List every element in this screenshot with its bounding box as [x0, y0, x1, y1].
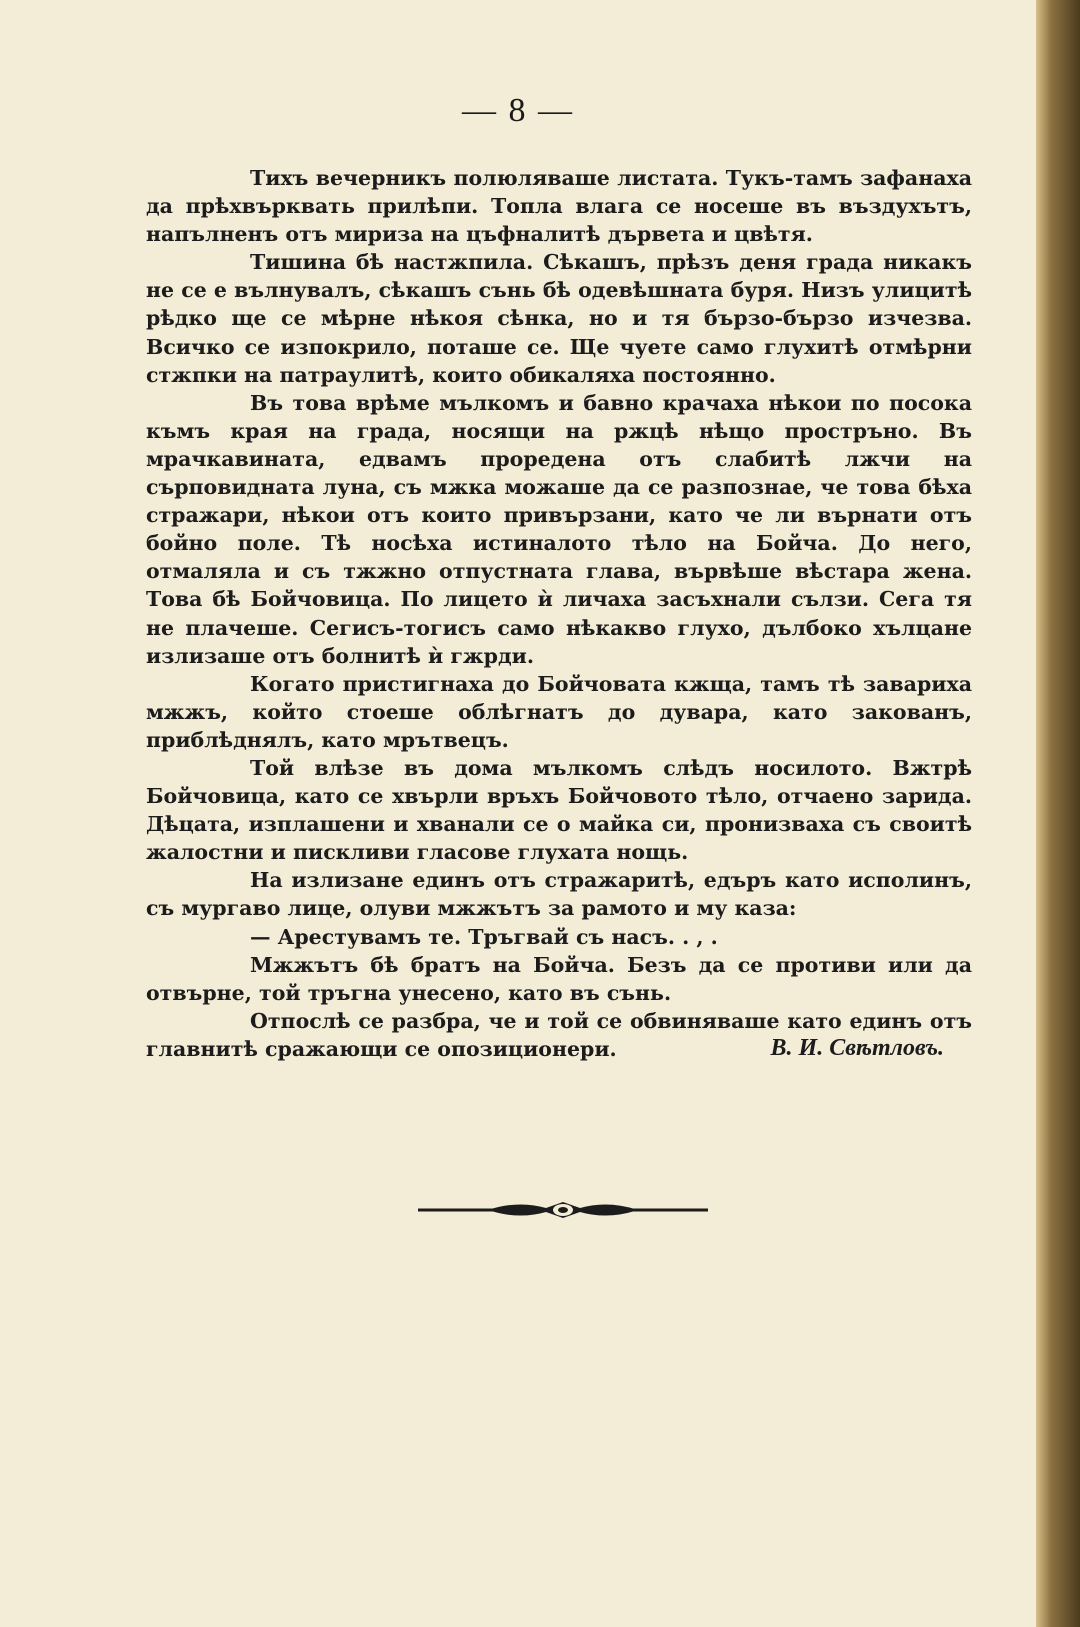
end-ornament-icon — [418, 1196, 708, 1224]
paragraph-5: Той влѣзе въ дома мълкомъ слѣдъ носилото. Вжтрѣ Бойчовица, като се хвърли връхъ Бойчовото тѣло, отчаено зарида. Дѣцата, изплашени и хванали се о майка си, пронизваха съ своитѣ жалостни и пискливи гласове глухата нощь. — [146, 755, 972, 865]
book-spine — [1036, 0, 1080, 1627]
article-body — [146, 164, 972, 1063]
paragraph-3: Въ това врѣме мълкомъ и бавно крачаха нѣкои по посока къмъ края на града, носящи на ржцѣ нѣщо простръно. Въ мрачкавината, едвамъ проредена отъ слабитѣ лжчи на сърповидната луна, съ мжка можаше да се разпознае, че това бѣха стражари, нѣкои отъ които привързани, като че ли върнати отъ бойно поле. Тѣ носѣха истиналото тѣло на Бойча. До него, отмаляла и съ тжжно отпустната глава, вървѣше вѣстара жена. Това бѣ Бойчовица. По лицето ѝ личаха засъхнали сълзи. Сега тя не плачеше. Сегисъ-тогисъ само нѣкакво глухо, дълбоко хълцане излизаше отъ болнитѣ ѝ гжрди. — [146, 390, 972, 668]
paragraph-6: На излизане единъ отъ стражаритѣ, едъръ като исполинъ, съ мургаво лице, олуви мжжътъ за рамото и му каза: — [146, 868, 972, 921]
page-number: — 8 — — [462, 92, 574, 129]
author-signature: В. И. Свѣтловъ. — [770, 1035, 944, 1061]
paragraph-8: Мжжътъ бѣ братъ на Бойча. Безъ да се противи или да отвърне, той тръгна унесено, като въ сънь. — [146, 952, 972, 1005]
paragraph-4: Когато пристигнаха до Бойчовата кжща, тамъ тѣ завариха мжжъ, който стоеше облѣгнатъ до дувара, като закованъ, приблѣднялъ, като мрътвецъ. — [146, 671, 972, 752]
paragraph-2: Тишина бѣ настжпила. Сѣкашъ, прѣзъ деня града никакъ не се е вълнувалъ, сѣкашъ сънь бѣ одевѣшната буря. Низъ улицитѣ рѣдко ще се мѣрне нѣкоя сѣнка, но и тя бързо-бързо изчезва. Всичко се изпокрило, поташе се. Ще чуете само глухитѣ отмѣрни стжпки на патраулитѣ, които обикаляха постоянно. — [146, 250, 972, 387]
paragraph-9: Отпослѣ се разбра, че и той се обвиняваше като единъ отъ главнитѣ сражающи се опозиционери. — [146, 1008, 972, 1061]
paragraph-7: — Арестувамъ те. Тръгвай съ насъ. . , . — [250, 924, 718, 949]
paragraph-1: Тихъ вечерникъ полюляваше листата. Тукъ-тамъ зафанаха да прѣхвърквать прилѣпи. Топла влага се носеше въ въздухътъ, напълненъ отъ мириза на цъфналитѣ дървета и цвѣтя. — [146, 166, 972, 247]
